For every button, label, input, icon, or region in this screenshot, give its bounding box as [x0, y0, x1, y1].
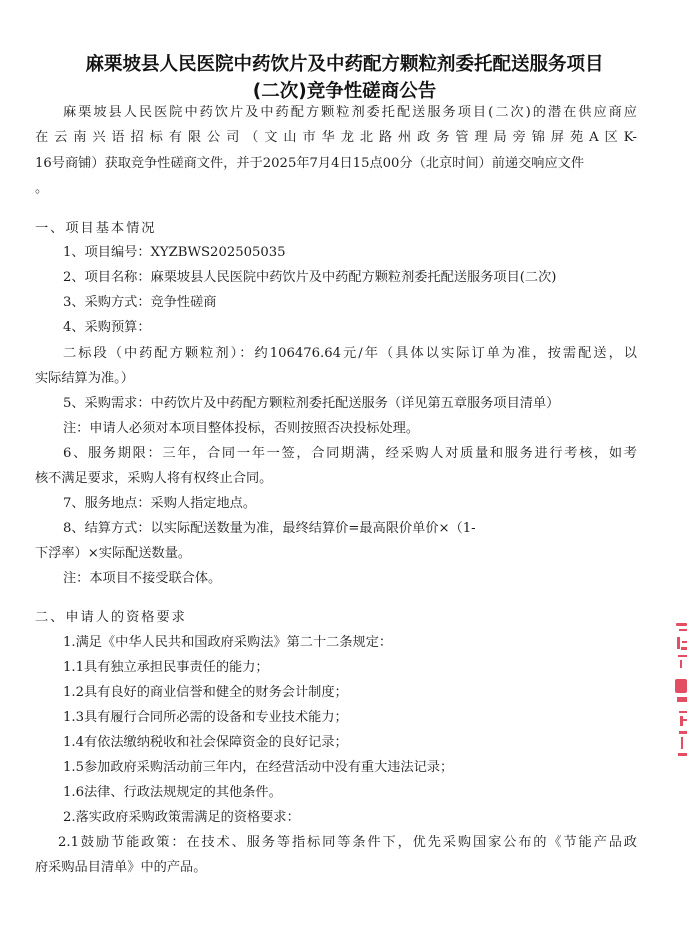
- budget-line-2: 实际结算为准。）: [35, 371, 134, 386]
- procurement-budget: 4、采购预算：: [63, 320, 151, 335]
- qualification-req-2: 2.落实政府采购政策需满足的资格要求：: [63, 810, 300, 825]
- document-title-line-2: (二次)竞争性磋商公告: [252, 81, 437, 102]
- section-2-heading: 二、申请人的资格要求: [35, 610, 187, 625]
- section-1-heading: 一、项目基本情况: [35, 221, 157, 236]
- service-period-line-1: 6、服务期限：三年，合同一年一签，合同期满，经采购人对质量和服务进行考核，如考: [63, 446, 637, 461]
- procurement-method: 3、采购方式：竞争性磋商: [63, 295, 217, 310]
- energy-policy-line-1: 2.1鼓励节能政策：在技术、服务等指标同等条件下，优先采购国家公布的《节能产品政: [58, 835, 637, 850]
- qualification-sub-1-1: 1.1具有独立承担民事责任的能力；: [63, 660, 269, 675]
- settlement-line-2: 下浮率）×实际配送数量。: [35, 546, 192, 561]
- project-number: 1、项目编号：XYZBWS202505035: [63, 245, 286, 260]
- procurement-demand: 5、采购需求：中药饮片及中药配方颗粒剂委托配送服务（详见第五章服务项目清单）: [63, 396, 560, 411]
- document-title-line-1: 麻栗坡县人民医院中药饮片及中药配方颗粒剂委托配送服务项目: [85, 54, 604, 75]
- red-seal-stamp-icon: [668, 615, 689, 765]
- qualification-sub-1-2: 1.2具有良好的商业信誉和健全的财务会计制度；: [63, 685, 348, 700]
- qualification-sub-1-3: 1.3具有履行合同所必需的设备和专业技术能力；: [63, 710, 348, 725]
- qualification-req-1: 1.满足《中华人民共和国政府采购法》第二十二条规定：: [63, 635, 393, 650]
- intro-line-1: 麻栗坡县人民医院中药饮片及中药配方颗粒剂委托配送服务项目(二次)的潜在供应商应: [63, 105, 637, 120]
- intro-line-3: 16号商铺）获取竞争性磋商文件，并于2025年7月4日15点00分（北京时间）前递交响应文件: [35, 156, 585, 171]
- service-location: 7、服务地点：采购人指定地点。: [63, 496, 257, 511]
- energy-policy-line-2: 府采购品目清单》中的产品。: [35, 860, 207, 875]
- service-period-line-2: 核不满足要求，采购人将有权终止合同。: [35, 471, 273, 486]
- intro-line-2: 在云南兴语招标有限公司（文山市华龙北路州政务管理局旁锦屏苑A区K-: [35, 130, 637, 145]
- demand-note: 注：申请人必须对本项目整体投标，否则按照否决投标处理。: [63, 421, 420, 436]
- budget-line-1: 二标段（中药配方颗粒剂）：约106476.64元/年（具体以实际订单为准，按需配送，以: [63, 346, 637, 361]
- qualification-sub-1-6: 1.6法律、行政法规规定的其他条件。: [63, 785, 282, 800]
- intro-line-4: 。: [35, 181, 49, 196]
- qualification-sub-1-4: 1.4有依法缴纳税收和社会保障资金的良好记录；: [63, 735, 348, 750]
- qualification-sub-1-5: 1.5参加政府采购活动前三年内，在经营活动中没有重大违法记录；: [63, 760, 454, 775]
- consortium-note: 注：本项目不接受联合体。: [63, 571, 222, 586]
- project-name: 2、项目名称：麻栗坡县人民医院中药饮片及中药配方颗粒剂委托配送服务项目(二次): [63, 270, 557, 285]
- settlement-line-1: 8、结算方式：以实际配送数量为准，最终结算价=最高限价单价×（1-: [63, 521, 476, 536]
